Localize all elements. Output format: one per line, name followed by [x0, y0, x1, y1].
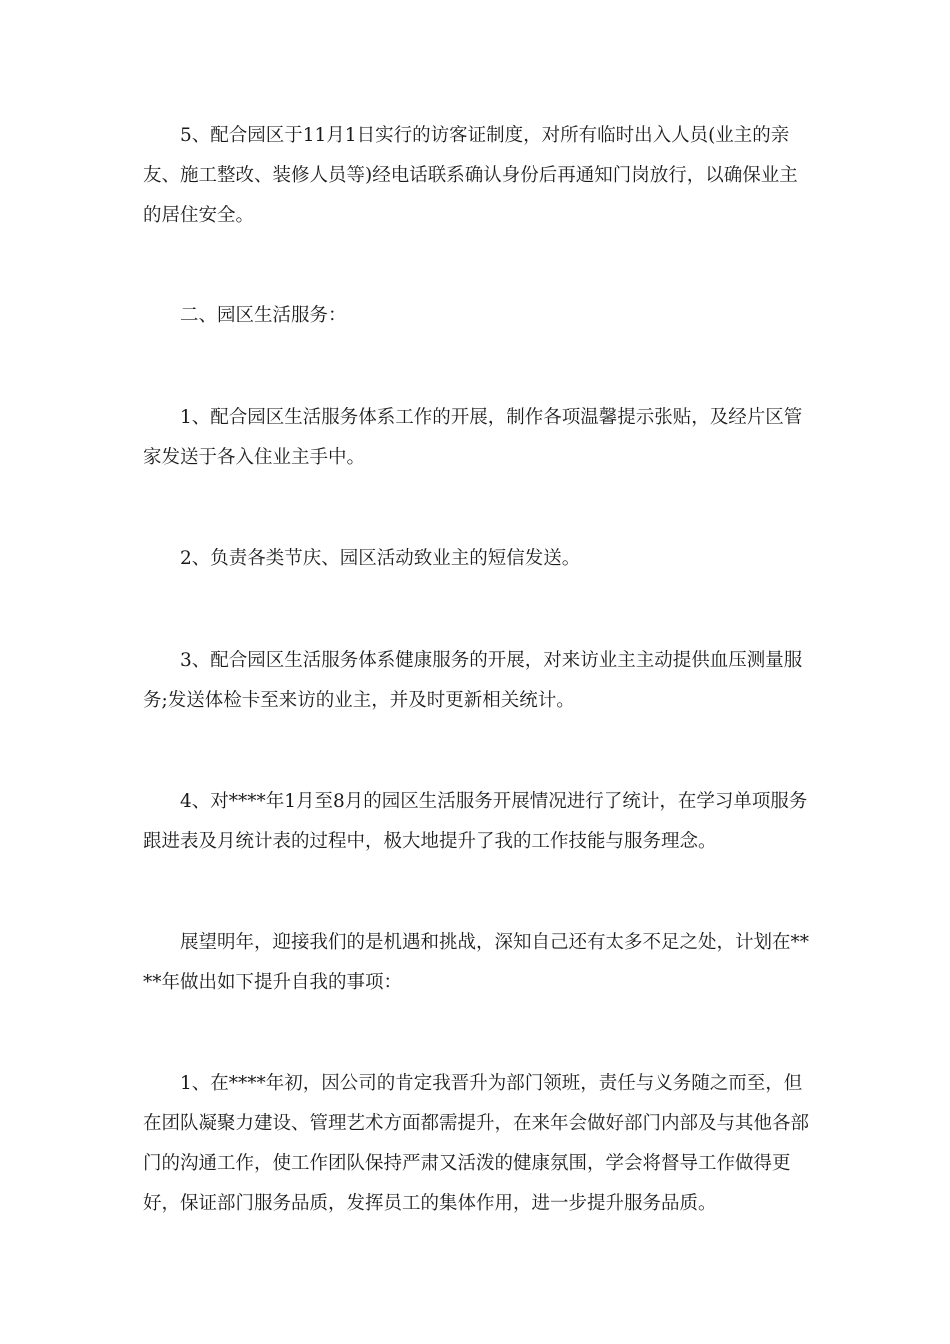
paragraph-statistics: 4、对****年1月至8月的园区生活服务开展情况进行了统计，在学习单项服务跟进表及月统计表的过程中，极大地提升了我的工作技能与服务理念。 — [143, 791, 808, 852]
paragraph-sms-sending: 2、负责各类节庆、园区活动致业主的短信发送。 — [180, 548, 581, 569]
paragraph-reminder-posters: 1、配合园区生活服务体系工作的开展，制作各项温馨提示张贴，及经片区管家发送于各入住业主手中。 — [143, 407, 803, 468]
paragraph-promotion-plan: 1、在****年初，因公司的肯定我晋升为部门领班，责任与义务随之而至，但在团队凝聚力建设、管理艺术方面都需提升，在来年会做好部门内部及与其他各部门的沟通工作，使工作团队保持严肃又活泼的健康氛围，学会将督导工作做得更好，保证部门服务品质，发挥员工的集体作用，进一步提升服务品质。 — [143, 1073, 810, 1214]
section-heading-life-service: 二、园区生活服务： — [180, 305, 347, 326]
paragraph-health-service: 3、配合园区生活服务体系健康服务的开展，对来访业主主动提供血压测量服务;发送体检卡至来访的业主，并及时更新相关统计。 — [143, 650, 803, 711]
paragraph-visitor-pass: 5、配合园区于11月1日实行的访客证制度，对所有临时出入人员(业主的亲友、施工整改、装修人员等)经电话联系确认身份后再通知门岗放行，以确保业主的居住安全。 — [143, 125, 798, 226]
paragraph-outlook: 展望明年，迎接我们的是机遇和挑战，深知自己还有太多不足之处，计划在****年做出如下提升自我的事项： — [143, 932, 810, 993]
